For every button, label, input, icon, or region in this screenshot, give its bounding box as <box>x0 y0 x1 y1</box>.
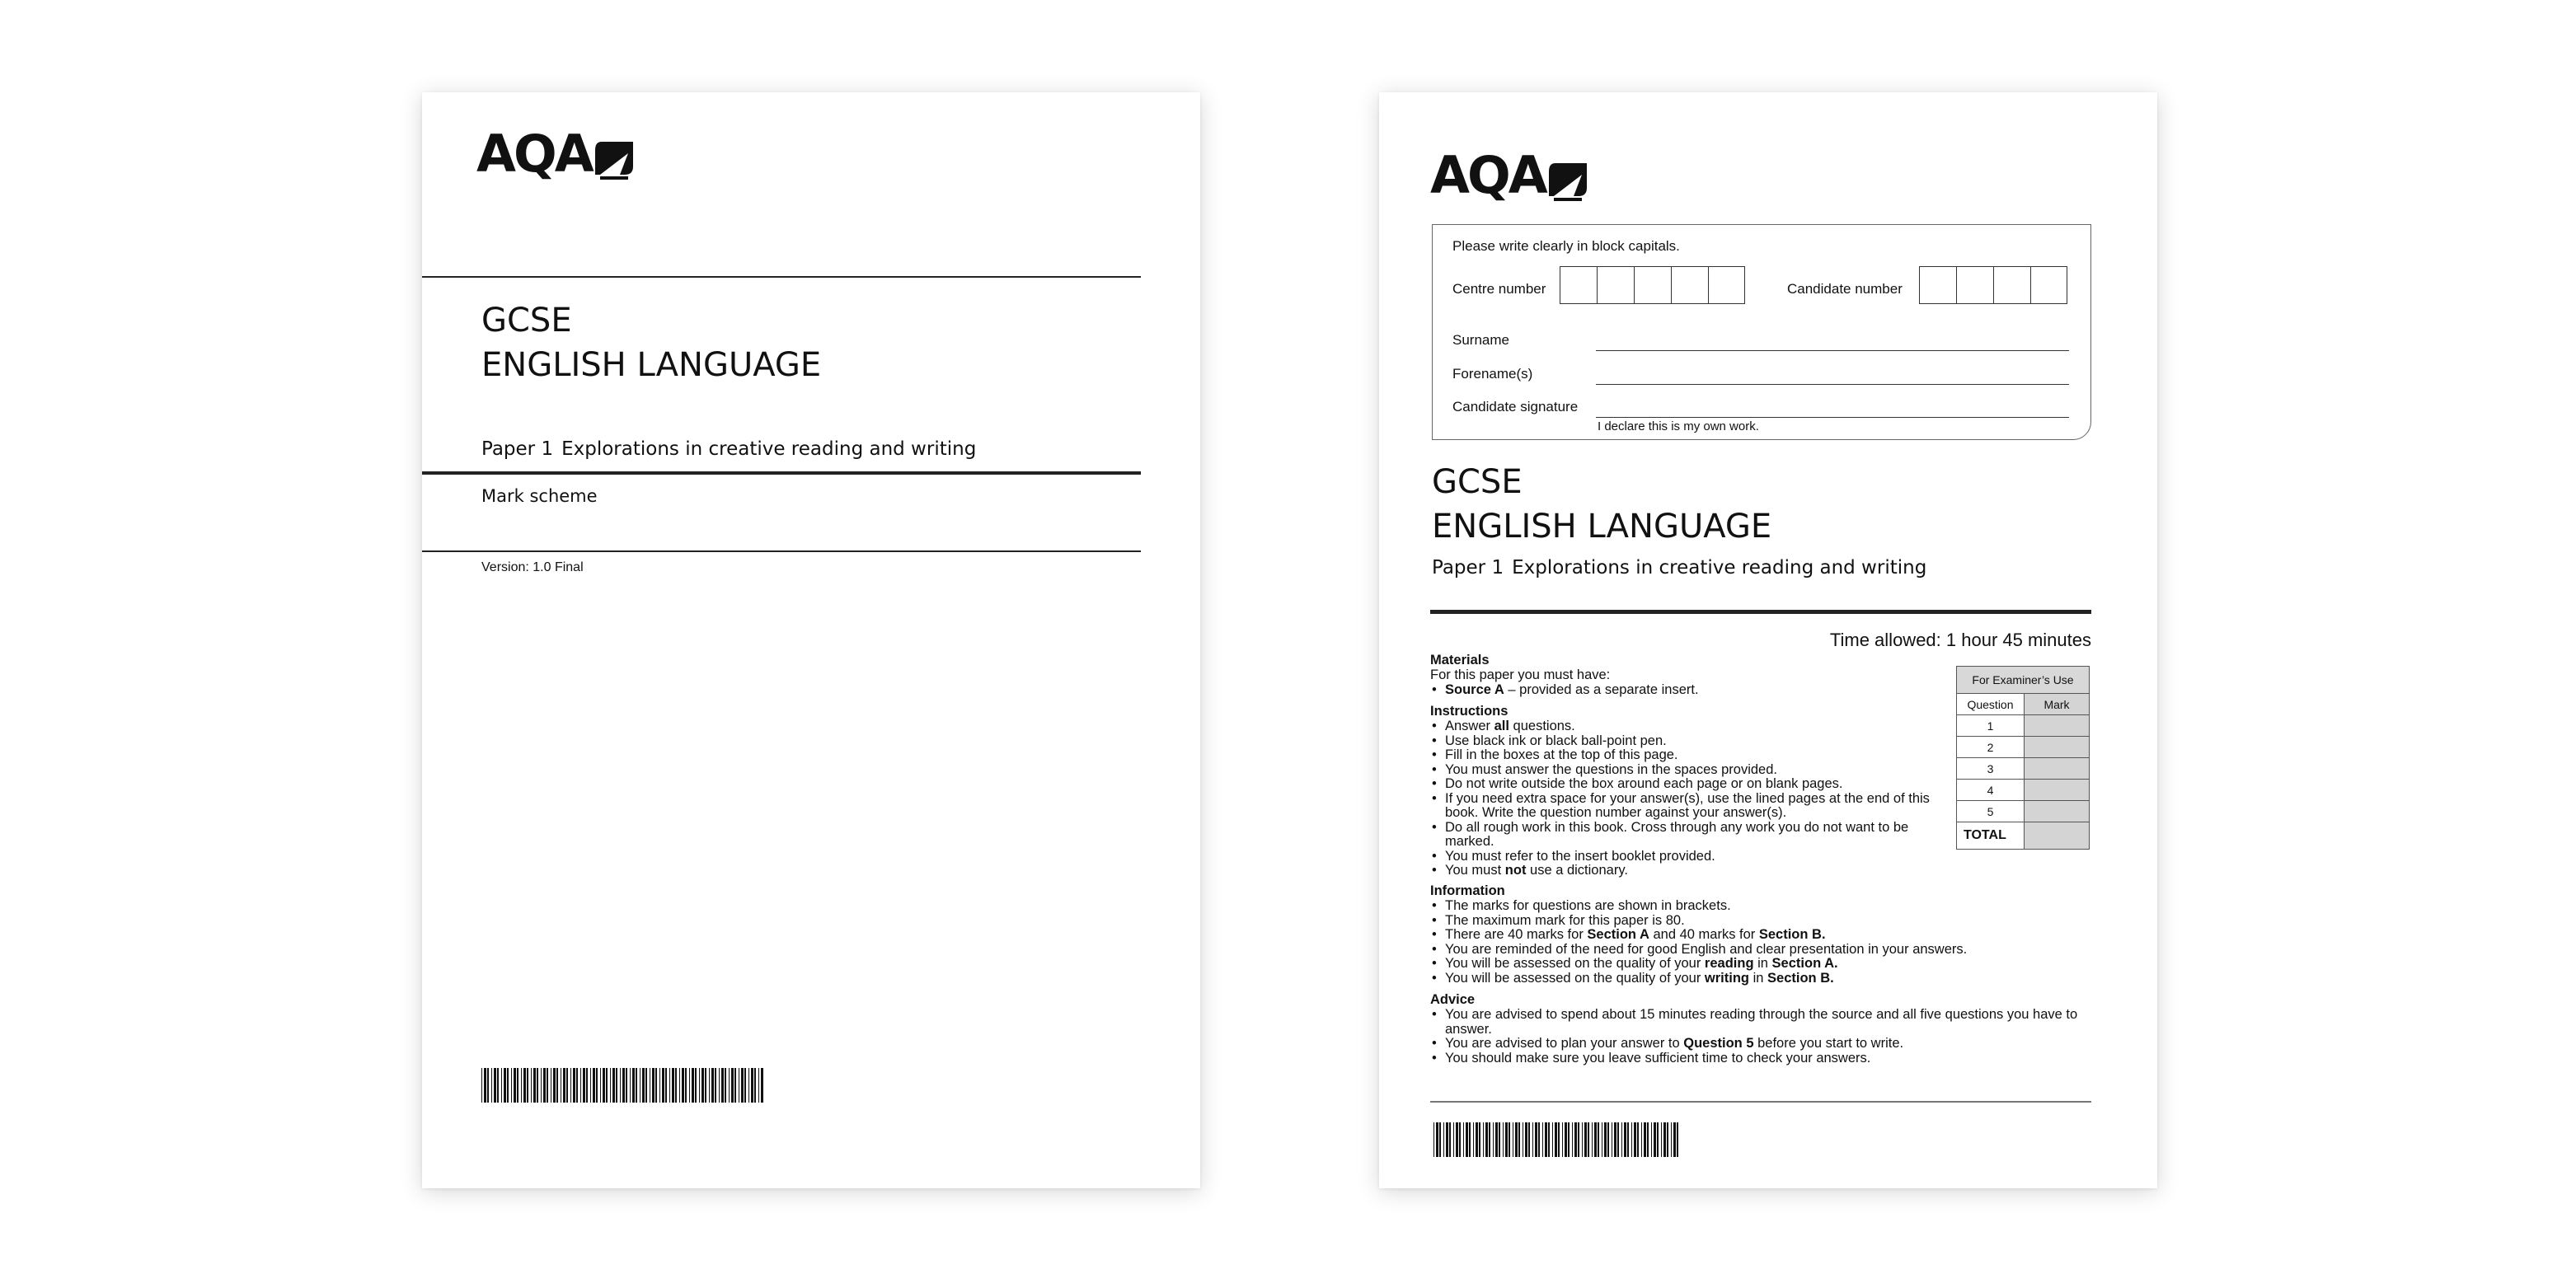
barcode-bar <box>1562 1122 1563 1157</box>
list-item: • You are reminded of the need for good English and clear presentation in your answers. <box>1430 943 2090 958</box>
barcode-bar <box>679 1068 680 1103</box>
barcode-bar <box>606 1068 608 1103</box>
barcode-bar <box>1624 1122 1626 1157</box>
barcode-bar <box>709 1068 710 1103</box>
mark-cell <box>2025 780 2090 801</box>
qualification: GCSE <box>1432 463 1523 501</box>
barcode-bar <box>711 1068 714 1103</box>
barcode-bar <box>1598 1122 1599 1157</box>
list-item: • You must refer to the insert booklet provided. <box>1430 850 1958 864</box>
barcode-bar <box>1663 1122 1666 1157</box>
instructions-heading: Instructions <box>1430 704 1509 719</box>
column-header-question: Question <box>1957 694 2025 715</box>
barcode-bar <box>729 1068 730 1103</box>
instructions-list <box>1430 719 1958 878</box>
table-row: 5 <box>1957 801 2090 822</box>
list-item: • You will be assessed on the quality of your reading in Section A. <box>1430 957 2090 972</box>
barcode-bar <box>1592 1122 1593 1157</box>
barcode-bar <box>669 1068 670 1103</box>
barcode-bar <box>689 1068 690 1103</box>
total-row: TOTAL <box>1957 822 2090 850</box>
materials-list <box>1430 683 1958 698</box>
mark-cell <box>2025 758 2090 780</box>
candidate-digit-box[interactable] <box>2030 266 2067 304</box>
barcode-bar <box>1538 1122 1540 1157</box>
time-allowed: Time allowed: 1 hour 45 minutes <box>1829 630 2091 650</box>
barcode-bar <box>645 1068 647 1103</box>
barcode-bar <box>531 1068 532 1103</box>
barcode-bar <box>1518 1122 1520 1157</box>
barcode-bar <box>1641 1122 1642 1157</box>
barcode-bar <box>1493 1122 1494 1157</box>
barcode-bar <box>547 1068 548 1103</box>
barcode-bar <box>1631 1122 1632 1157</box>
barcode-bar <box>1667 1122 1668 1157</box>
barcode-bar <box>1433 1122 1434 1157</box>
barcode-bar <box>1634 1122 1636 1157</box>
candidate-digit-box[interactable] <box>1919 266 1956 304</box>
barcode-bar <box>701 1068 704 1103</box>
barcode-bar <box>1476 1122 1478 1157</box>
barcode-bar <box>1456 1122 1458 1157</box>
information-list <box>1430 899 2090 986</box>
signature-label: Candidate signature <box>1452 399 1579 415</box>
materials-heading: Materials <box>1430 653 1490 667</box>
list-item: • You must not use a dictionary. <box>1430 864 1958 878</box>
barcode-bar <box>715 1068 716 1103</box>
barcode <box>1433 1122 1682 1157</box>
barcode-bar <box>590 1068 591 1103</box>
divider <box>422 276 1141 278</box>
barcode-bar <box>556 1068 558 1103</box>
aqa-leaf-icon <box>595 142 633 180</box>
list-item: • You should make sure you leave sufficient time to check your answers. <box>1430 1051 2090 1066</box>
barcode-bar <box>487 1068 489 1103</box>
barcode-bar <box>1637 1122 1639 1157</box>
barcode-bar <box>705 1068 706 1103</box>
forenames-field[interactable] <box>1596 384 2069 385</box>
barcode-bar <box>675 1068 677 1103</box>
advice-heading: Advice <box>1430 992 1476 1007</box>
examiners-use-title: For Examiner’s Use <box>1957 667 2090 694</box>
barcode <box>481 1068 766 1103</box>
barcode-bar <box>685 1068 687 1103</box>
barcode-bar <box>576 1068 578 1103</box>
barcode-bar <box>1677 1122 1678 1157</box>
barcode-bar <box>1436 1122 1438 1157</box>
forenames-label: Forename(s) <box>1452 366 1533 382</box>
barcode-bar <box>603 1068 605 1103</box>
barcode-bar <box>721 1068 724 1103</box>
barcode-bar <box>511 1068 512 1103</box>
barcode-bar <box>1446 1122 1448 1157</box>
barcode-bar <box>491 1068 492 1103</box>
list-item: • Do all rough work in this book. Cross through any work you do not want to be marked. <box>1430 821 1958 850</box>
barcode-bar <box>616 1068 617 1103</box>
centre-digit-box[interactable] <box>1671 266 1708 304</box>
barcode-bar <box>748 1068 749 1103</box>
front-instructions <box>1430 653 1958 885</box>
barcode-bar <box>1453 1122 1454 1157</box>
barcode-bar <box>1459 1122 1461 1157</box>
subject-title: ENGLISH LANGUAGE <box>481 346 822 384</box>
candidate-digit-box[interactable] <box>1956 266 1993 304</box>
barcode-bar <box>504 1068 506 1103</box>
barcode-bar <box>1574 1122 1577 1157</box>
barcode-bar <box>1525 1122 1527 1157</box>
list-item: • You must answer the questions in the spaces provided. <box>1430 763 1958 778</box>
list-item: • Use black ink or black ball-point pen. <box>1430 734 1958 749</box>
candidate-details-box <box>1432 224 2091 440</box>
barcode-bar <box>630 1068 631 1103</box>
barcode-bar <box>596 1068 598 1103</box>
list-item: • The marks for questions are shown in brackets. <box>1430 899 2090 914</box>
barcode-bar <box>692 1068 694 1103</box>
document-type: Mark scheme <box>481 486 598 506</box>
barcode-bar <box>744 1068 746 1103</box>
barcode-bar <box>1651 1122 1652 1157</box>
barcode-bar <box>632 1068 635 1103</box>
barcode-bar <box>1439 1122 1441 1157</box>
barcode-bar <box>1509 1122 1510 1157</box>
barcode-bar <box>527 1068 528 1103</box>
barcode-bar <box>583 1068 585 1103</box>
barcode-bar <box>1578 1122 1579 1157</box>
barcode-bar <box>1495 1122 1498 1157</box>
list-item: • Do not write outside the box around each page or on blank pages. <box>1430 777 1958 792</box>
divider <box>1430 1101 2091 1103</box>
barcode-bar <box>1644 1122 1646 1157</box>
candidate-number-boxes[interactable] <box>1919 266 2067 304</box>
barcode-bar <box>1528 1122 1530 1157</box>
barcode-bar <box>1479 1122 1480 1157</box>
barcode-bar <box>1466 1122 1468 1157</box>
barcode-bar <box>586 1068 588 1103</box>
list-item: • If you need extra space for your answer(s), use the lined pages at the end of this book. Write the question number against your answer(s). <box>1430 792 1958 821</box>
centre-number-label: Centre number <box>1452 281 1546 297</box>
aqa-logo: AQA <box>476 129 633 180</box>
list-item: • There are 40 marks for Section A and 40 marks for Section B. <box>1430 928 2090 943</box>
barcode-bar <box>1532 1122 1533 1157</box>
barcode-bar <box>1647 1122 1649 1157</box>
barcode-bar <box>1671 1122 1672 1157</box>
front-information <box>1430 883 2090 1072</box>
barcode-bar <box>1542 1122 1543 1157</box>
barcode-bar <box>514 1068 516 1103</box>
barcode-bar <box>481 1068 482 1103</box>
barcode-bar <box>695 1068 697 1103</box>
barcode-bar <box>600 1068 601 1103</box>
declaration: I declare this is my own work. <box>1598 419 1759 433</box>
barcode-bar <box>1594 1122 1597 1157</box>
barcode-bar <box>1485 1122 1488 1157</box>
centre-digit-box[interactable] <box>1708 266 1745 304</box>
candidate-number-label: Candidate number <box>1787 281 1903 297</box>
barcode-bar <box>1463 1122 1464 1157</box>
barcode-bar <box>636 1068 637 1103</box>
signature-field[interactable] <box>1596 417 2069 418</box>
aqa-leaf-icon <box>1549 163 1587 201</box>
barcode-bar <box>1555 1122 1557 1157</box>
barcode-bar <box>1607 1122 1609 1157</box>
barcode-bar <box>1657 1122 1659 1157</box>
barcode-bar <box>1588 1122 1589 1157</box>
barcode-bar <box>731 1068 734 1103</box>
barcode-bar <box>754 1068 756 1103</box>
barcode-bar <box>570 1068 571 1103</box>
barcode-bar <box>620 1068 621 1103</box>
barcode-bar <box>497 1068 499 1103</box>
barcode-bar <box>1545 1122 1547 1157</box>
barcode-bar <box>523 1068 526 1103</box>
barcode-bar <box>517 1068 518 1103</box>
barcode-bar <box>543 1068 546 1103</box>
barcode-bar <box>541 1068 542 1103</box>
barcode-bar <box>699 1068 700 1103</box>
barcode-bar <box>758 1068 759 1103</box>
barcode-bar <box>1443 1122 1444 1157</box>
divider <box>422 550 1141 552</box>
table-row: 2 <box>1957 737 2090 758</box>
barcode-bar <box>610 1068 611 1103</box>
list-item: • You will be assessed on the quality of your writing in Section B. <box>1430 972 2090 986</box>
barcode-bar <box>1614 1122 1616 1157</box>
barcode-bar <box>580 1068 581 1103</box>
barcode-bar <box>1582 1122 1583 1157</box>
paper-heading: Paper 1 Explorations in creative reading and writing <box>481 438 977 460</box>
barcode-bar <box>1469 1122 1471 1157</box>
barcode-bar <box>1505 1122 1508 1157</box>
information-heading: Information <box>1430 883 1505 898</box>
barcode-bar <box>1535 1122 1537 1157</box>
barcode-bar <box>494 1068 496 1103</box>
barcode-bar <box>593 1068 595 1103</box>
barcode-bar <box>741 1068 744 1103</box>
barcode-bar <box>612 1068 615 1103</box>
list-item: • The maximum mark for this paper is 80. <box>1430 914 2090 929</box>
barcode-bar <box>566 1068 568 1103</box>
centre-number-boxes[interactable] <box>1560 266 1745 304</box>
barcode-bar <box>537 1068 538 1103</box>
mark-cell <box>2025 715 2090 737</box>
centre-digit-box[interactable] <box>1560 266 1597 304</box>
barcode-bar <box>1473 1122 1474 1157</box>
barcode-bar <box>682 1068 684 1103</box>
barcode-bar <box>1552 1122 1553 1157</box>
column-header-mark: Mark <box>2025 694 2090 715</box>
barcode-bar <box>507 1068 509 1103</box>
barcode-bar <box>553 1068 556 1103</box>
barcode-bar <box>1661 1122 1662 1157</box>
mark-scheme-cover <box>422 92 1200 1188</box>
list-item: • Answer all questions. <box>1430 719 1958 734</box>
question-paper-cover <box>1379 92 2157 1188</box>
barcode-bar <box>521 1068 522 1103</box>
advice-list <box>1430 1008 2090 1066</box>
table-row: 3 <box>1957 758 2090 780</box>
barcode-bar <box>734 1068 736 1103</box>
materials-intro: For this paper you must have: <box>1430 667 1611 682</box>
barcode-bar <box>1565 1122 1567 1157</box>
examiners-use-table <box>1956 666 2090 850</box>
barcode-bar <box>1499 1122 1500 1157</box>
barcode-bar <box>1584 1122 1587 1157</box>
total-mark-cell <box>2025 822 2090 850</box>
list-item: • Fill in the boxes at the top of this page. <box>1430 748 1958 763</box>
barcode-bar <box>1572 1122 1573 1157</box>
thick-divider <box>422 471 1141 475</box>
centre-digit-box[interactable] <box>1597 266 1634 304</box>
barcode-bar <box>1449 1122 1451 1157</box>
barcode-bar <box>501 1068 502 1103</box>
table-row: 1 <box>1957 715 2090 737</box>
list-item: • Source A – provided as a separate insert. <box>1430 683 1958 698</box>
barcode-bar <box>1515 1122 1518 1157</box>
barcode-bar <box>1627 1122 1629 1157</box>
barcode-bar <box>652 1068 655 1103</box>
barcode-bar <box>1483 1122 1484 1157</box>
barcode-bar <box>484 1068 486 1103</box>
surname-label: Surname <box>1452 332 1509 348</box>
barcode-bar <box>622 1068 625 1103</box>
barcode-bar <box>1673 1122 1676 1157</box>
barcode-bar <box>751 1068 753 1103</box>
version: Version: 1.0 Final <box>481 560 584 574</box>
barcode-bar <box>655 1068 657 1103</box>
list-item: • You are advised to plan your answer to Question 5 before you start to write. <box>1430 1037 2090 1051</box>
barcode-bar <box>1604 1122 1607 1157</box>
barcode-bar <box>1548 1122 1550 1157</box>
barcode-bar <box>1503 1122 1504 1157</box>
table-row: 4 <box>1957 780 2090 801</box>
thick-divider <box>1430 610 2091 614</box>
barcode-bar <box>725 1068 726 1103</box>
barcode-bar <box>662 1068 664 1103</box>
subject-title: ENGLISH LANGUAGE <box>1432 508 1772 546</box>
block-capitals-note: Please write clearly in block capitals. <box>1452 238 1680 254</box>
mark-cell <box>2025 737 2090 758</box>
candidate-digit-box[interactable] <box>1993 266 2030 304</box>
centre-digit-box[interactable] <box>1634 266 1671 304</box>
barcode-bar <box>761 1068 763 1103</box>
barcode-bar <box>642 1068 645 1103</box>
surname-field[interactable] <box>1596 350 2069 351</box>
barcode-bar <box>659 1068 660 1103</box>
barcode-bar <box>1558 1122 1560 1157</box>
barcode-bar <box>573 1068 575 1103</box>
barcode-bar <box>1654 1122 1656 1157</box>
barcode-bar <box>665 1068 667 1103</box>
barcode-bar <box>563 1068 565 1103</box>
barcode-bar <box>1617 1122 1619 1157</box>
list-item: • You are advised to spend about 15 minutes reading through the source and all five questions you have to answer. <box>1430 1008 2090 1037</box>
barcode-bar <box>1621 1122 1622 1157</box>
paper-heading: Paper 1 Explorations in creative reading and writing <box>1432 557 1927 578</box>
aqa-logo: AQA <box>1430 150 1587 201</box>
barcode-bar <box>533 1068 536 1103</box>
mark-cell <box>2025 801 2090 822</box>
barcode-bar <box>1489 1122 1490 1157</box>
barcode-bar <box>719 1068 720 1103</box>
qualification: GCSE <box>481 302 572 340</box>
barcode-bar <box>626 1068 627 1103</box>
barcode-bar <box>1568 1122 1570 1157</box>
barcode-bar <box>672 1068 674 1103</box>
